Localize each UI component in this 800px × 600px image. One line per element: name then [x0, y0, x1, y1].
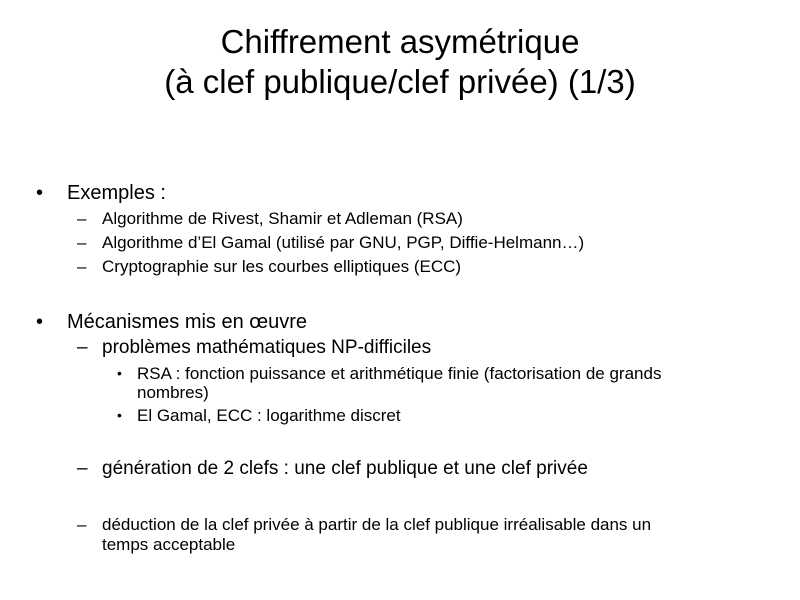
dash-icon: –	[77, 233, 87, 252]
list-item-generation	[77, 457, 588, 481]
list-item-text: Algorithme d’El Gamal (utilisé par GNU, PGP, Diffie-Helmann…)	[102, 233, 585, 252]
list-item-elgamal	[77, 232, 585, 254]
dash-icon: –	[77, 209, 87, 228]
sub-item-rsa-line-1: RSA : fonction puissance et arithmétique finie (factorisation de grands	[137, 364, 662, 383]
list-item-deduction-line-1: déduction de la clef privée à partir de la clef publique irréalisable dans un	[102, 515, 652, 534]
list-item-rsa	[77, 208, 463, 230]
sub-item-rsa	[117, 364, 662, 402]
bullet-dot-icon: •	[36, 311, 44, 333]
bullet-dot-icon: •	[36, 182, 44, 204]
list-item-ecc	[77, 256, 462, 278]
bullet-dot-icon: •	[117, 407, 122, 423]
title-line-1: Chiffrement asymétrique	[220, 23, 580, 60]
bullet-mecanismes-label: Mécanismes mis en œuvre	[67, 311, 308, 333]
bullet-dot-icon: •	[117, 365, 122, 381]
list-item-text: problèmes mathématiques NP-difficiles	[102, 337, 432, 358]
list-item-problemes	[77, 336, 432, 360]
dash-icon: –	[77, 515, 87, 534]
list-item-text: Cryptographie sur les courbes elliptiques (ECC)	[102, 257, 462, 276]
dash-icon: –	[77, 257, 87, 276]
list-item-deduction-line-2: temps acceptable	[102, 535, 236, 554]
list-item-text: Algorithme de Rivest, Shamir et Adleman (RSA)	[102, 209, 463, 228]
slide-title	[0, 22, 800, 102]
sub-item-text: El Gamal, ECC : logarithme discret	[137, 406, 401, 425]
bullet-exemples-label: Exemples :	[67, 182, 166, 204]
bullet-exemples	[36, 181, 166, 205]
title-line-2: (à clef publique/clef privée) (1/3)	[164, 63, 636, 100]
bullet-mecanismes	[36, 310, 308, 334]
dash-icon: –	[77, 337, 88, 358]
list-item-deduction	[77, 515, 652, 555]
list-item-text: génération de 2 clefs : une clef publique et une clef privée	[102, 458, 588, 479]
sub-item-rsa-line-2: nombres)	[137, 383, 209, 402]
sub-item-elgamal	[117, 406, 401, 425]
dash-icon: –	[77, 458, 88, 479]
